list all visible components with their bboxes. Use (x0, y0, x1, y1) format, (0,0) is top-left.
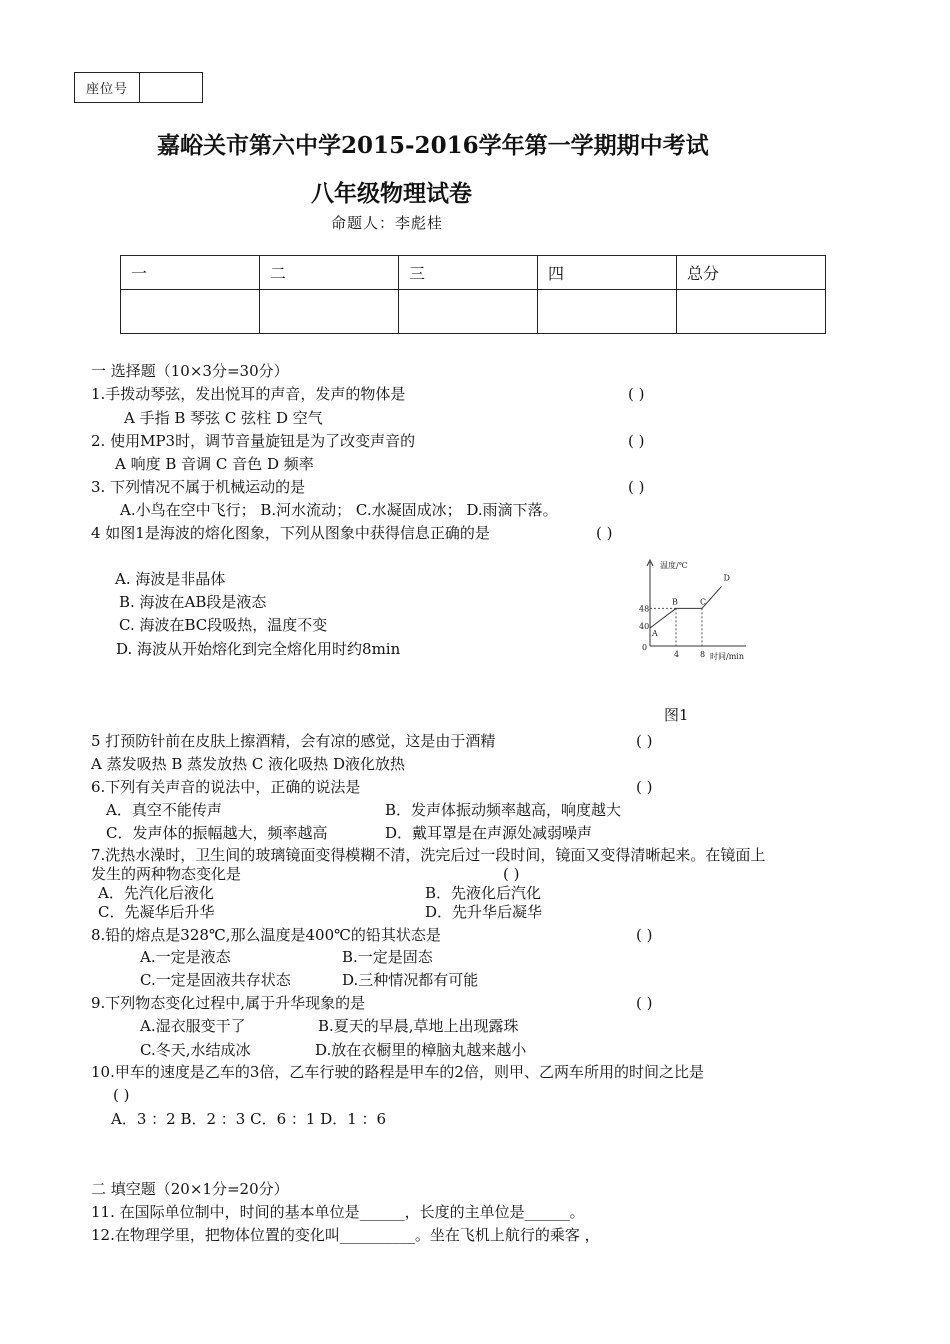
score-cell[interactable] (260, 290, 399, 334)
exam-subtitle: 八年级物理试卷 (311, 180, 472, 207)
seat-number-field[interactable] (140, 73, 202, 102)
score-cell[interactable] (121, 290, 260, 334)
q9-option-b: B.夏天的早晨,草地上出现露珠 (318, 1017, 519, 1035)
q6-stem: 6.下列有关声音的说法中，正确的说法是 (91, 778, 361, 796)
seat-number-box (74, 72, 203, 103)
q1-answer-blank[interactable]: ( ) (628, 385, 645, 403)
q9-option-d: D.放在衣橱里的樟脑丸越来越小 (315, 1041, 527, 1059)
q10-answer-blank[interactable]: ( ) (113, 1086, 130, 1104)
q3-stem: 3. 下列情况不属于机械运动的是 (91, 478, 306, 496)
q7-option-d: D．先升华后凝华 (425, 903, 543, 921)
point-label: B (672, 597, 678, 607)
q7-option-c: C．先凝华后升华 (98, 903, 215, 921)
q8-option-c: C.一定是固液共存状态 (140, 971, 291, 989)
q4-stem: 4 如图1是海波的熔化图象，下列从图象中获得信息正确的是 (91, 524, 490, 542)
q5-answer-blank[interactable]: ( ) (636, 732, 653, 750)
y-tick-label: 48 (639, 604, 650, 614)
q3-options: A.小鸟在空中飞行； B.河水流动； C.水凝固成冰； D.雨滴下落。 (120, 501, 558, 519)
exam-title: 嘉峪关市第六中学2015-2016学年第一学期期中考试 (157, 132, 709, 159)
score-header: 三 (399, 256, 538, 290)
q11: 11. 在国际单位制中，时间的基本单位是______，长度的主单位是______。 (91, 1203, 585, 1221)
figure-caption: 图1 (664, 706, 689, 724)
section1-heading: 一 选择题（10×3分=30分） (91, 362, 289, 380)
x-tick-label: 8 (700, 650, 706, 659)
melting-chart (628, 556, 758, 668)
q6-option-d: D．戴耳罩是在声源处减弱噪声 (385, 824, 593, 842)
score-header: 四 (538, 256, 677, 290)
author-line: 命题人：李彪桂 (331, 214, 444, 232)
score-table (120, 255, 826, 334)
melting-curve (650, 586, 722, 628)
q6-option-a: A．真空不能传声 (106, 801, 222, 819)
q7-stem-line2: 发生的两种物态变化是 (91, 865, 242, 883)
x-axis-label: 时间/min (710, 652, 744, 661)
q8-option-a: A.一定是液态 (140, 948, 231, 966)
q8-option-d: D.三种情况都有可能 (342, 971, 479, 989)
q6-option-b: B．发声体振动频率越高，响度越大 (385, 801, 622, 819)
q5-options: A 蒸发吸热 B 蒸发放热 C 液化吸热 D液化放热 (91, 755, 405, 773)
point-label: D (723, 573, 730, 583)
y-tick-label: 40 (639, 622, 650, 631)
q8-stem: 8.铅的熔点是328℃,那么温度是400℃的铅其状态是 (91, 926, 441, 944)
score-header: 一 (121, 256, 260, 290)
q1-options: A 手指 B 琴弦 C 弦柱 D 空气 (124, 409, 323, 427)
q8-option-b: B.一定是固态 (342, 948, 433, 966)
y-axis-label: 温度/℃ (660, 561, 688, 570)
q6-option-c: C．发声体的振幅越大，频率越高 (106, 824, 328, 842)
q4-option-b: B. 海波在AB段是液态 (119, 593, 267, 611)
section2-heading: 二 填空题（20×1分=20分） (91, 1180, 289, 1198)
q5-stem: 5 打预防针前在皮肤上擦酒精，会有凉的感觉，这是由于酒精 (91, 732, 496, 750)
q4-option-c: C. 海波在BC段吸热，温度不变 (119, 616, 328, 634)
point-label: A (652, 629, 658, 638)
score-header: 二 (260, 256, 399, 290)
q4-option-d: D. 海波从开始熔化到完全熔化用时约8min (116, 640, 401, 658)
q2-stem: 2. 使用MP3时，调节音量旋钮是为了改变声音的 (91, 432, 416, 450)
q9-option-a: A.湿衣服变干了 (140, 1017, 246, 1035)
q7-option-b: B．先液化后汽化 (425, 884, 542, 902)
q7-option-a: A．先汽化后液化 (98, 884, 214, 902)
x-tick-label: 0 (642, 643, 648, 652)
q4-answer-blank[interactable]: ( ) (596, 524, 613, 542)
score-header: 总分 (677, 256, 826, 290)
q7-stem-line1: 7.洗热水澡时，卫生间的玻璃镜面变得模糊不清，洗完后过一段时间，镜面又变得清晰起来。在镜面上 (91, 846, 766, 864)
q6-answer-blank[interactable]: ( ) (636, 778, 653, 796)
q9-answer-blank[interactable]: ( ) (636, 994, 653, 1012)
q10-options: A．3 ：2 B．2 ：3 C．6 ：1 D．1 ：6 (111, 1110, 387, 1128)
score-cell[interactable] (538, 290, 677, 334)
q10-stem: 10.甲车的速度是乙车的3倍，乙车行驶的路程是甲车的2倍，则甲、乙两车所用的时间之比是 (91, 1063, 704, 1081)
score-cell[interactable] (677, 290, 826, 334)
q12: 12.在物理学里，把物体位置的变化叫__________。坐在飞机上航行的乘客 ， (91, 1226, 600, 1244)
q9-stem: 9.下列物态变化过程中,属于升华现象的是 (91, 994, 366, 1012)
q4-option-a: A. 海波是非晶体 (115, 570, 226, 588)
q2-options: A 响度 B 音调 C 音色 D 频率 (115, 455, 314, 473)
q1-stem: 1.手拨动琴弦，发出悦耳的声音，发声的物体是 (91, 385, 406, 403)
q2-answer-blank[interactable]: ( ) (628, 432, 645, 450)
seat-number-label: 座位号 (75, 73, 140, 102)
q9-option-c: C.冬天,水结成冰 (140, 1041, 251, 1059)
point-label: C (700, 597, 707, 607)
score-cell[interactable] (399, 290, 538, 334)
q3-answer-blank[interactable]: ( ) (628, 478, 645, 496)
x-tick-label: 4 (674, 650, 680, 659)
q8-answer-blank[interactable]: ( ) (636, 926, 653, 944)
q7-answer-blank[interactable]: ( ) (503, 865, 520, 883)
